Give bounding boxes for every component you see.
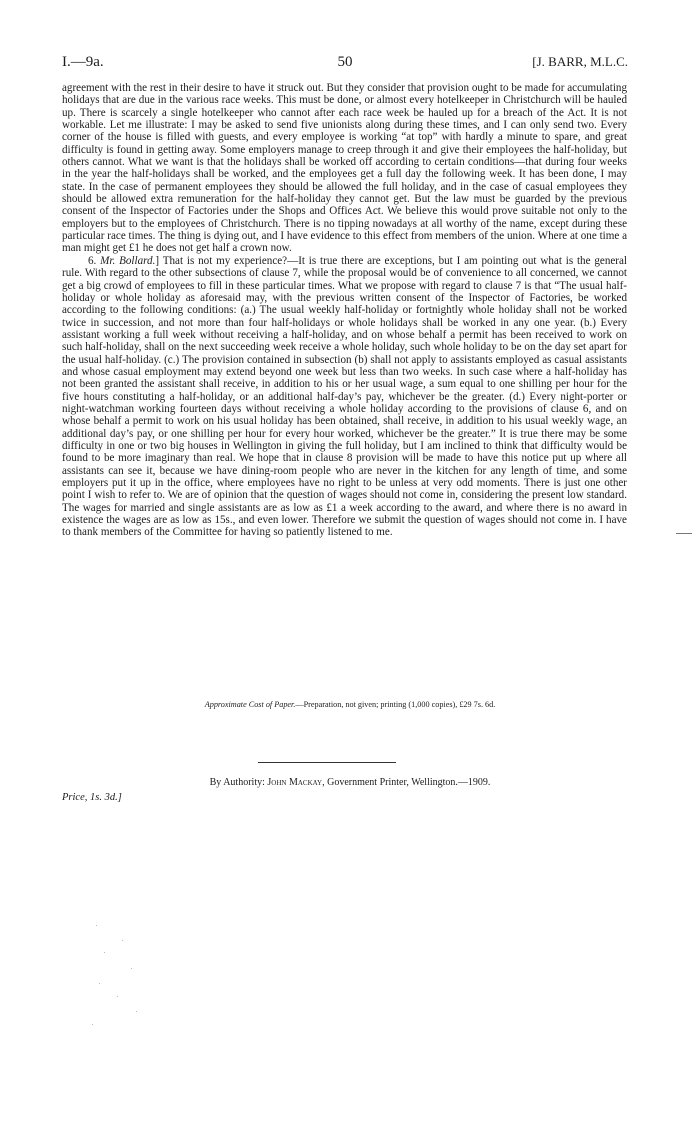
scan-speck [92,1024,93,1025]
paper-reference: I.—9a. [62,54,104,70]
paragraph-2-text: ] That is not my experience?—It is true there are exceptions, but I am pointing out what is the general rule. With regard to the other subsections of clause 7, while the proposal would be of convenience to all concerned, we cannot get a big crowd of employees to fill in these particular times. What we propose with regard to clause 7 is that “The usual half-holiday or whole holiday as aforesaid may, with the previous written consent of the Inspector of Factories, be worked according to the following conditions: (a.) The usual weekly half-holiday or fortnightly whole holiday shall not be worked twice in succession, and not more than four half-holidays or whole holidays shall be worked in any one year. (b.) Every assistant working a full week without receiving a half-holiday, and on whose behalf a permit has been received to work on such half-holiday, shall on the next succeeding week receive a whole holiday, such whole holiday to be on the day set apart for the usual half-holiday. (c.) The provision contained in subsection (b) shall not apply to assistants employed as casual assistants and whose casual employment may extend beyond one week but less than two weeks. In such case where a half-holiday has not been granted the assistant shall receive, in addition to his or her usual wage, a sum equal to one shilling per hour for the five hours constituting a half-holiday, or an additional half-day’s pay, whichever be the greater. (d.) Every night-porter or night-watchman working fourteen days without receiving a whole holiday according to the provisions of clause 6, and on whose behalf a permit to work on his usual holiday has been obtained, shall receive, in addition to his usual weekly wage, an additional day’s pay, or one shilling per hour for every hour worked, whichever be the greater.” It is true there may be some difficulty in one or two big houses in Wellington in giving the full holiday, but I am inclined to think that difficulty would be found to be more imaginary than real. We hope that in clause 8 provision will be made to have this notice put up where all assistants can see it, because we have dining-room people who are never in the kitchen for any length of time, and some employers put it up in the office, where employees have no right to be unless at very odd moments. There is just one other point I wish to refer to. We are of opinion that the question of wages should not come in, considering the present low standard. The wages for married and single assistants are as low as £1 a week according to the award, and where there is no award in existence the wages are as low as 15s., and even lower. Therefore we submit the question of wages should not come in. I have to thank members of the Committee for having so patiently listened to me. [62,254,628,539]
body-text [62,82,627,539]
printer-name: John Mackay, [267,777,325,788]
paragraph-1-text: agreement with the rest in their desire to have it struck out. But they consider that provision ought to be made for accumulating holidays that are due in the various race weeks. This must be done, or almost every hotelkeeper in Christchurch will be hauled up. There is scarcely a single hotelkeeper who cannot after each race week be hauled up for a breach of the Act. It is not workable. Let me illustrate: I may be asked to send five unionists along during these times, and I can only send two. Every corner of the house is filled with guests, and every employee is working “at top” with hardly a minute to spare, and great difficulty is found in getting away. Some employers manage to creep through it and give their employees the half-holiday, but others cannot. What we want is that the holidays shall be worked off according to certain conditions—that during four weeks in the year the half-holidays shall be worked, and the employees get a full day the following week. It has been done, I may state. In the case of permanent employees they should be allowed the full holiday, and in the case of casual employees they should be allowed extra remuneration for the half-holiday they cannot get. But the law must be guarded by the previous consent of the Inspector of Factories under the Shops and Offices Act. We believe this would prove suitable not only to the employers but to the employees of Christchurch. There is no tipping nowadays at all worthy of the name, except during these particular race times. The thing is dying out, and I have evidence to this effect from members of the union. Where at one time a man might get £1 he does not get half a crown now. [62,82,627,255]
price-note: Price, 1s. 3d.] [62,792,122,803]
scan-speck [96,925,97,926]
cost-detail: —Preparation, not given; printing (1,000 copies), £29 7s. 6d. [295,700,496,709]
authority-suffix: Government Printer, Wellington.—1909. [327,777,491,788]
scan-speck [136,1011,137,1012]
page-number: 50 [337,54,353,70]
printer-authority [60,777,640,788]
question-number: 6. [88,254,101,267]
scan-speck [99,983,100,984]
scan-speck [131,968,132,969]
questioner-name: Mr. Bollard. [100,254,156,267]
margin-mark [676,533,692,534]
authority-prefix: By Authority: [209,777,265,788]
divider-rule [258,762,396,763]
cost-label: Approximate Cost of Paper. [204,700,296,709]
cost-of-paper-note [60,700,640,709]
page-header [62,54,628,74]
speaker-reference: [J. BARR, M.L.C. [532,54,628,69]
scan-speck [104,952,105,953]
paragraph-2 [62,255,627,539]
scan-speck [122,940,123,941]
paragraph-1 [62,82,627,255]
scan-speck [117,996,118,997]
